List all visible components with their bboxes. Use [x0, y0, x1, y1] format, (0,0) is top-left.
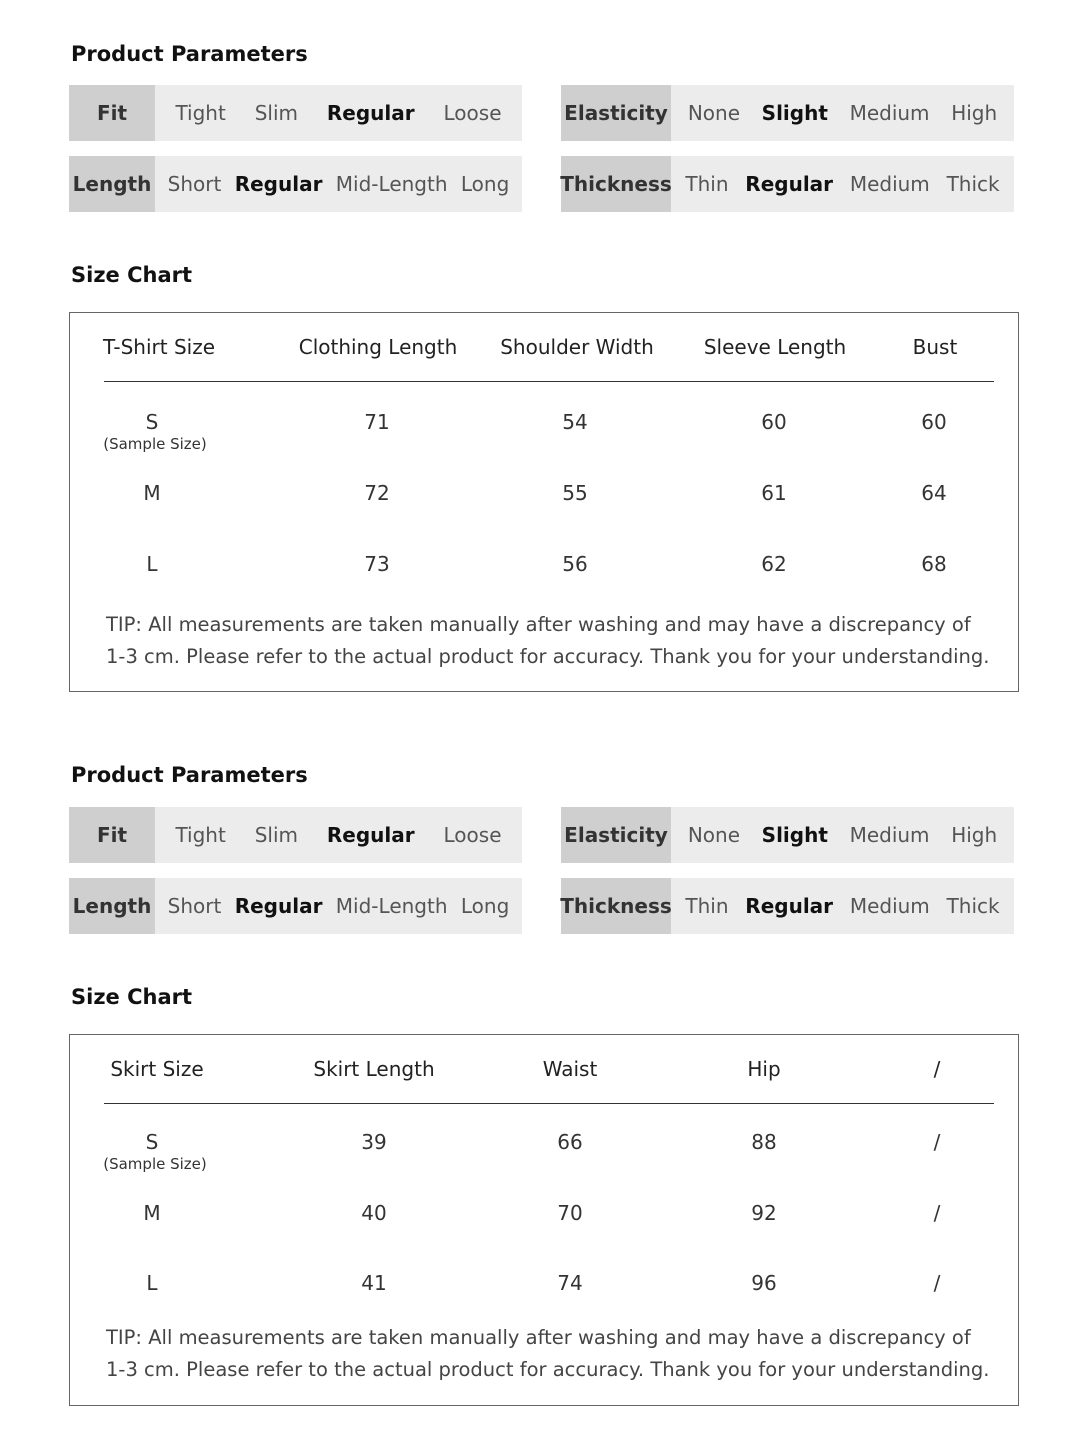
param-option: Short	[167, 172, 222, 196]
table-cell: /	[933, 1201, 941, 1225]
param-option: Short	[167, 894, 222, 918]
table-header-cell: Clothing Length	[298, 335, 458, 359]
sample-size-note: (Sample Size)	[103, 1155, 207, 1173]
table-cell: 55	[562, 481, 588, 505]
param-length	[69, 878, 522, 934]
tip-line: TIP: All measurements are taken manually after washing and may have a discrepancy of	[106, 1326, 971, 1349]
table-cell: 64	[921, 481, 947, 505]
table-header-cell: Sleeve Length	[703, 335, 847, 359]
table-cell: 92	[751, 1201, 777, 1225]
param-elasticity-label: Elasticity	[561, 85, 671, 141]
table-header-cell: Shoulder Width	[500, 335, 654, 359]
param-length-label: Length	[69, 156, 155, 212]
param-option-selected: Regular	[326, 101, 415, 125]
table-cell: 96	[751, 1271, 777, 1295]
sample-size-note: (Sample Size)	[103, 435, 207, 453]
table-cell: 62	[761, 552, 787, 576]
tip-text	[106, 1322, 996, 1386]
table-cell: M	[143, 481, 161, 505]
param-option-selected: Regular	[745, 894, 834, 918]
param-elasticity	[561, 85, 1014, 141]
param-option: Thin	[685, 172, 729, 196]
param-option: High	[951, 823, 998, 847]
param-option-selected: Regular	[234, 894, 323, 918]
tip-line: 1-3 cm. Please refer to the actual product for accuracy. Thank you for your understanding.	[106, 1358, 990, 1381]
param-thickness-label: Thickness	[561, 878, 671, 934]
param-option: None	[687, 823, 741, 847]
table-header-cell: Hip	[747, 1057, 781, 1081]
param-option: Long	[460, 894, 510, 918]
table-cell: 56	[562, 552, 588, 576]
table-cell: M	[143, 1201, 161, 1225]
param-length	[69, 156, 522, 212]
param-option: Thin	[685, 894, 729, 918]
table-cell: 54	[562, 410, 588, 434]
param-option: Mid-Length	[335, 172, 448, 196]
param-fit-label: Fit	[69, 807, 155, 863]
table-header-cell: T-Shirt Size	[102, 335, 216, 359]
table-cell: 60	[921, 410, 947, 434]
param-option-selected: Slight	[761, 101, 828, 125]
size-chart-table	[69, 312, 1019, 692]
table-cell: L	[146, 1271, 158, 1295]
table-cell: S	[145, 410, 159, 434]
param-option: None	[687, 101, 741, 125]
param-option: Long	[460, 172, 510, 196]
table-cell: L	[146, 552, 158, 576]
param-thickness	[561, 156, 1014, 212]
param-option: Slim	[254, 101, 298, 125]
size-chart-title: Size Chart	[71, 985, 193, 1009]
param-option: Tight	[175, 101, 226, 125]
table-header-cell: Skirt Size	[110, 1057, 204, 1081]
table-header-cell: Skirt Length	[313, 1057, 435, 1081]
table-cell: 73	[364, 552, 390, 576]
param-thickness-label: Thickness	[561, 156, 671, 212]
table-cell: 70	[557, 1201, 583, 1225]
param-thickness	[561, 878, 1014, 934]
param-length-label: Length	[69, 878, 155, 934]
table-cell: 60	[761, 410, 787, 434]
table-cell: 68	[921, 552, 947, 576]
table-cell: /	[933, 1271, 941, 1295]
table-cell: S	[145, 1130, 159, 1154]
table-cell: 88	[751, 1130, 777, 1154]
table-cell: 72	[364, 481, 390, 505]
table-cell: 66	[557, 1130, 583, 1154]
param-option: Mid-Length	[335, 894, 448, 918]
table-cell: 39	[361, 1130, 387, 1154]
param-option: Loose	[443, 823, 502, 847]
param-option: High	[951, 101, 998, 125]
tip-text	[106, 609, 996, 673]
header-divider	[104, 1103, 994, 1104]
size-chart-table	[69, 1034, 1019, 1406]
table-cell: 74	[557, 1271, 583, 1295]
param-option: Medium	[849, 101, 930, 125]
product-parameters-title: Product Parameters	[71, 763, 308, 787]
tip-line: TIP: All measurements are taken manually after washing and may have a discrepancy of	[106, 613, 971, 636]
table-cell: 61	[761, 481, 787, 505]
param-option: Tight	[175, 823, 226, 847]
param-option: Slim	[254, 823, 298, 847]
table-header-cell: /	[933, 1057, 941, 1081]
param-elasticity-label: Elasticity	[561, 807, 671, 863]
product-parameters-title: Product Parameters	[71, 42, 308, 66]
param-option-selected: Regular	[326, 823, 415, 847]
param-option: Medium	[849, 894, 930, 918]
param-option: Loose	[443, 101, 502, 125]
table-header-cell: Waist	[542, 1057, 598, 1081]
param-option: Thick	[946, 894, 1000, 918]
param-elasticity	[561, 807, 1014, 863]
header-divider	[104, 381, 994, 382]
param-option: Thick	[946, 172, 1000, 196]
param-option-selected: Regular	[234, 172, 323, 196]
param-option-selected: Slight	[761, 823, 828, 847]
table-cell: /	[933, 1130, 941, 1154]
param-option-selected: Regular	[745, 172, 834, 196]
table-cell: 40	[361, 1201, 387, 1225]
param-fit	[69, 85, 522, 141]
table-cell: 71	[364, 410, 390, 434]
table-cell: 41	[361, 1271, 387, 1295]
table-header-cell: Bust	[912, 335, 958, 359]
size-chart-title: Size Chart	[71, 263, 193, 287]
param-fit-label: Fit	[69, 85, 155, 141]
param-option: Medium	[849, 823, 930, 847]
param-fit	[69, 807, 522, 863]
tip-line: 1-3 cm. Please refer to the actual product for accuracy. Thank you for your understanding.	[106, 645, 990, 668]
param-option: Medium	[849, 172, 930, 196]
